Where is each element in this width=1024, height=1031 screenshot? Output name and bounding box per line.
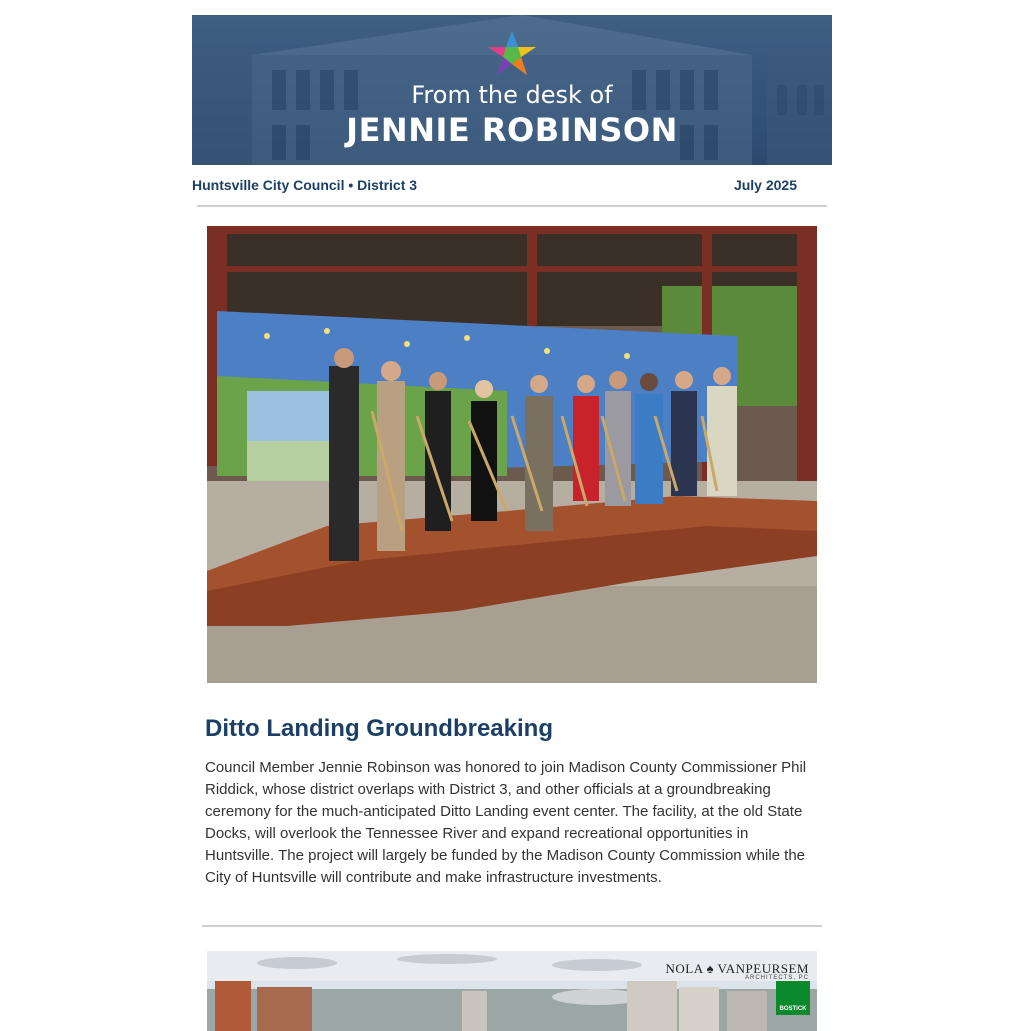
- article-section: [192, 683, 832, 889]
- bostick-badge-label: BOSTICK: [779, 1006, 807, 1012]
- article-body: Council Member Jennie Robinson was honored to join Madison County Commissioner Phil Riddick, whose district overlaps with District 3, and other officials at a groundbreaking ceremony for the much-anticipated Ditto Landing event center. The facility, at the old State Docks, will overlook the Tennessee River and expand recreational opportunities in Huntsville. The project will largely be funded by the Madison County Commission while the City of Huntsville will contribute and make infrastructure investments.: [205, 759, 807, 886]
- newsletter-email: [192, 15, 832, 1031]
- divider: [202, 925, 822, 927]
- banner-name: JENNIE ROBINSON: [346, 111, 678, 149]
- council-district-label: Huntsville City Council • District 3: [192, 177, 418, 193]
- bostick-badge: [776, 981, 810, 1015]
- issue-date: July 2025: [733, 177, 797, 193]
- architect-logo-label: NOLA ♠ VANPEURSEM: [665, 961, 809, 976]
- divider: [197, 205, 827, 207]
- city-aerial-rendering[interactable]: [207, 951, 817, 1031]
- header-banner: [192, 15, 832, 165]
- groundbreaking-photo[interactable]: [207, 226, 817, 683]
- architect-logo-sublabel: ARCHITECTS, PC: [744, 975, 809, 981]
- article-title: Ditto Landing Groundbreaking: [205, 715, 553, 742]
- multicolor-star-icon: [484, 29, 540, 81]
- banner-subtitle: From the desk of: [411, 81, 613, 109]
- meta-row: [192, 165, 832, 205]
